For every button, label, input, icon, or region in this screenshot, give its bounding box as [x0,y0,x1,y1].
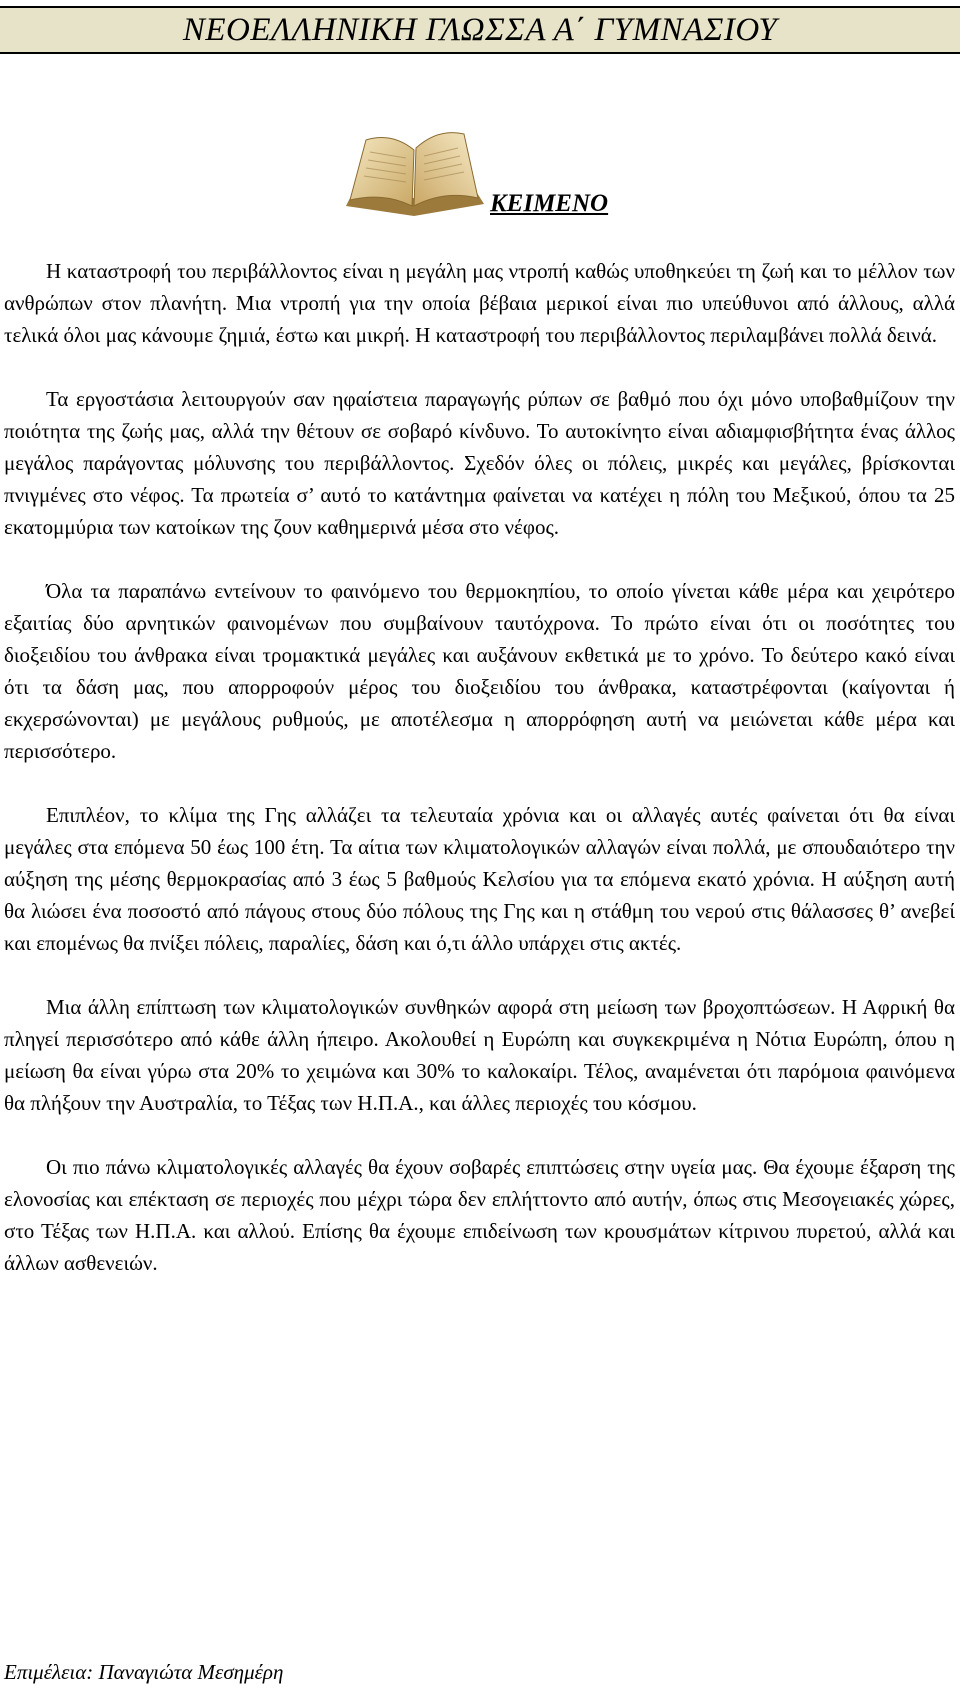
open-book-icon [340,128,488,220]
paragraph-4: Επιπλέον, το κλίμα της Γης αλλάζει τα τελευταία χρόνια και οι αλλαγές αυτές φαίνεται ότι θα είναι μεγάλες στα επόμενα 50 έως 100 έτη. Τα αίτια των κλιματολογικών αλλαγών είναι πολλά, με σπουδαιότερο την αύξηση της μέσης θερμοκρασίας από 3 έως 5 βαθμούς Κελσίου για τα επόμενα εκατό χρόνια. Η αύξηση αυτή θα λιώσει ένα ποσοστό από πάγους στους δύο πόλους της Γης και η στάθμη του νερού στις θάλασσες θ’ ανεβεί και επομένως θα πνίξει πόλεις, παραλίες, δάση και ό,τι άλλο υπάρχει στις ακτές. [4,803,955,955]
footer-credit: Επιμέλεια: Παναγιώτα Μεσημέρη [4,1660,284,1684]
header-band [0,6,960,54]
body-text [4,255,955,1311]
page-title: ΝΕΟΕΛΛΗΝΙΚΗ ΓΛΩΣΣΑ Α΄ ΓΥΜΝΑΣΙΟΥ [182,11,778,48]
paragraph-5: Μια άλλη επίπτωση των κλιματολογικών συνθηκών αφορά στη μείωση των βροχοπτώσεων. Η Αφρική θα πληγεί περισσότερο από κάθε άλλη ήπειρο. Ακολουθεί η Ευρώπη και συγκεκριμένα η Νότια Ευρώπη, όπου η μείωση θα είναι γύρω στα 20% το χειμώνα και 30% το καλοκαίρι. Τέλος, αναμένεται ότι παρόμοια φαινόμενα θα πλήξουν την Αυστραλία, το Τέξας των Η.Π.Α., και άλλες περιοχές του κόσμου. [4,995,955,1115]
paragraph-6: Οι πιο πάνω κλιματολογικές αλλαγές θα έχουν σοβαρές επιπτώσεις στην υγεία μας. Θα έχουμε έξαρση της ελονοσίας και επέκταση σε περιοχές που μέχρι τώρα δεν επλήττοντο από αυτήν, όπως στις Μεσογειακές χώρες, στο Τέξας των Η.Π.Α. και αλλού. Επίσης θα έχουμε επιδείνωση των κρουσμάτων κίτρινου πυρετού, αλλά και άλλων ασθενειών. [4,1155,955,1275]
paragraph-1: Η καταστροφή του περιβάλλοντος είναι η μεγάλη μας ντροπή καθώς υποθηκεύει τη ζωή και το μέλλον των ανθρώπων στον πλανήτη. Μια ντροπή για την οποία βέβαια μερικοί είναι πιο υπεύθυνοι από άλλους, αλλά τελικά όλοι μας κάνουμε ζημιά, έστω και μικρή. Η καταστροφή του περιβάλλοντος περιλαμβάνει πολλά δεινά. [4,259,955,347]
section-heading: ΚΕΙΜΕΝΟ [490,190,609,217]
paragraph-3: Όλα τα παραπάνω εντείνουν το φαινόμενο του θερμοκηπίου, το οποίο γίνεται κάθε μέρα και χειρότερο εξαιτίας δύο αρνητικών φαινομένων που συμβαίνουν ταυτόχρονα. Το πρώτο είναι ότι οι ποσότητες του διοξειδίου του άνθρακα είναι τρομακτικά μεγάλες και αυξάνουν εκθετικά με το χρόνο. Το δεύτερο κακό είναι ότι τα δάση μας, που απορροφούν μέρος του διοξειδίου του άνθρακα, καταστρέφονται (καίγονται ή εκχερσώνονται) με μεγάλους ρυθμούς, με αποτέλεσμα η απορρόφηση αυτή να μειώνεται κάθε μέρα και περισσότερο. [4,579,955,763]
paragraph-2: Τα εργοστάσια λειτουργούν σαν ηφαίστεια παραγωγής ρύπων σε βαθμό που όχι μόνο υποβαθμίζουν την ποιότητα της ζωής μας, αλλά την θέτουν σε σοβαρό κίνδυνο. Το αυτοκίνητο είναι αδιαμφισβήτητα ένας άλλος μεγάλος παράγοντας μόλυνσης του περιβάλλοντος. Σχεδόν όλες οι πόλεις, μικρές και μεγάλες, βρίσκονται πνιγμένες στο νέφος. Τα πρωτεία σ’ αυτό το κατάντημα φαίνεται να κατέχει η πόλη του Μεξικού, όπου τα 25 εκατομμύρια των κατοίκων της ζουν καθημερινά μέσα στο νέφος. [4,387,955,539]
